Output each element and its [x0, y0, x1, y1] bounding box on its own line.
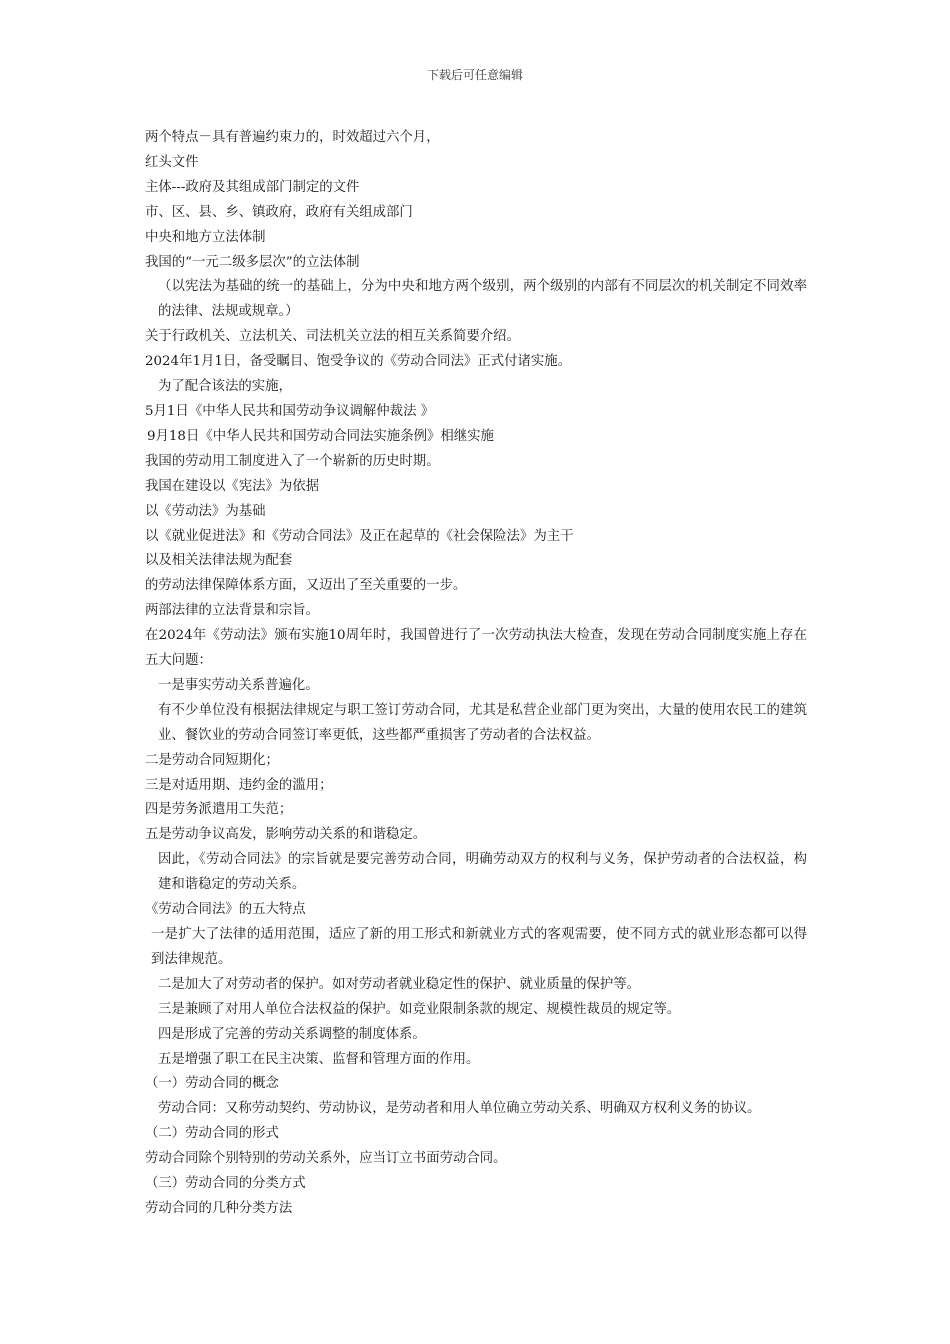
- text-line: 劳动合同除个别特别的劳动关系外，应当订立书面劳动合同。: [145, 1151, 507, 1167]
- text-line: 红头文件: [145, 154, 199, 170]
- text-paragraph: 因此，《劳动合同法》的宗旨就是要完善劳动合同，明确劳动双方的权利与义务，保护劳动者的合法权益，构建和谐稳定的劳动关系。: [158, 852, 807, 893]
- text-line: 我国在建设以《宪法》为依据: [145, 478, 320, 494]
- text-line: 5月1日《中华人民共和国劳动争议调解仲裁法 》: [145, 403, 435, 419]
- text-line: 以《劳动法》为基础: [145, 503, 266, 519]
- text-line: 中央和地方立法体制: [145, 229, 266, 245]
- text-line: 二是加大了对劳动者的保护。如对劳动者就业稳定性的保护、就业质量的保护等。: [158, 976, 641, 992]
- text-line: 市、区、县、乡、镇政府，政府有关组成部门: [145, 204, 413, 220]
- text-line: 二是劳动合同短期化；: [145, 752, 279, 768]
- text-line: 以《就业促进法》和《劳动合同法》及正在起草的《社会保险法》为主干: [145, 528, 574, 544]
- text-line: 三是对适用期、违约金的滥用；: [145, 777, 333, 793]
- section-heading: （三）劳动合同的分类方式: [145, 1176, 306, 1192]
- document-body: [145, 126, 807, 1222]
- text-line: 劳动合同：又称劳动契约、劳动协议，是劳动者和用人单位确立劳动关系、明确双方权利义务的协议。: [158, 1101, 761, 1117]
- text-line: 主体---政府及其组成部门制定的文件: [145, 179, 360, 195]
- text-line: 两个特点－具有普遍约束力的，时效超过六个月，: [145, 130, 440, 145]
- text-line: 关于行政机关、立法机关、司法机关立法的相互关系简要介绍。: [145, 329, 520, 345]
- text-line: 五是劳动争议高发，影响劳动关系的和谐稳定。: [145, 827, 427, 843]
- text-line: 两部法律的立法背景和宗旨。: [145, 603, 320, 619]
- section-heading: （二）劳动合同的形式: [145, 1126, 279, 1142]
- text-line: 《劳动合同法》的五大特点: [145, 902, 306, 918]
- text-line: 劳动合同的几种分类方法: [145, 1200, 293, 1216]
- text-line: 9月18日《中华人民共和国劳动合同法实施条例》相继实施: [147, 428, 494, 444]
- section-heading: （一）劳动合同的概念: [145, 1076, 279, 1092]
- text-paragraph: （以宪法为基础的统一的基础上，分为中央和地方两个级别，两个级别的内部有不同层次的机关制定不同效率的法律、法规或规章。）: [158, 279, 807, 320]
- text-line: 的劳动法律保障体系方面，又迈出了至关重要的一步。: [145, 578, 467, 594]
- text-paragraph: 一是扩大了法律的适用范围，适应了新的用工形式和新就业方式的客观需要，使不同方式的就业形态都可以得到法律规范。: [151, 927, 807, 967]
- text-line: 为了配合该法的实施，: [158, 379, 292, 395]
- text-line: 以及相关法律法规为配套: [145, 553, 293, 569]
- text-line: 2024年1月1日，备受瞩目、饱受争议的《劳动合同法》正式付诸实施。: [145, 354, 572, 370]
- text-paragraph: 在2024年《劳动法》颁布实施10周年时，我国曾进行了一次劳动执法大检查，发现在劳动合同制度实施上存在五大问题：: [145, 628, 807, 669]
- text-line: 五是增强了职工在民主决策、监督和管理方面的作用。: [158, 1051, 480, 1067]
- page-header: 下载后可任意编辑: [426, 68, 523, 82]
- text-line: 我国的劳动用工制度进入了一个崭新的历史时期。: [145, 453, 440, 469]
- text-line: 四是劳务派遣用工失范；: [145, 802, 293, 818]
- text-paragraph: 有不少单位没有根据法律规定与职工签订劳动合同，尤其是私营企业部门更为突出，大量的使用农民工的建筑业、餐饮业的劳动合同签订率更低，这些都严重损害了劳动者的合法权益。: [158, 702, 807, 743]
- text-line: 一是事实劳动关系普遍化。: [158, 677, 319, 693]
- text-line: 四是形成了完善的劳动关系调整的制度体系。: [158, 1026, 426, 1042]
- text-line: 三是兼顾了对用人单位合法权益的保护。如竞业限制条款的规定、规模性裁员的规定等。: [158, 1001, 681, 1017]
- text-line: 我国的“一元二级多层次”的立法体制: [145, 254, 360, 270]
